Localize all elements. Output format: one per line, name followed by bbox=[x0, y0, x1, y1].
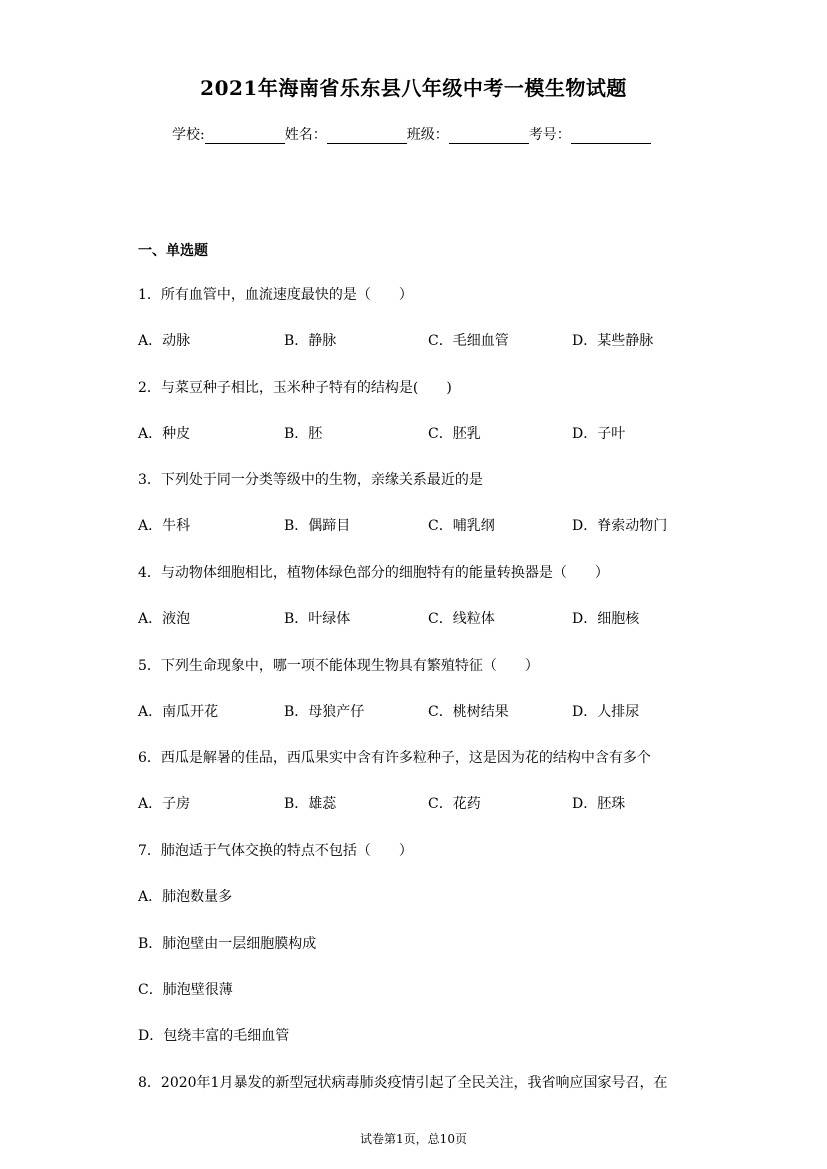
question-option: D．包绕丰富的毛细血管 bbox=[138, 1028, 290, 1044]
question-stem: 3．下列处于同一分类等级中的生物，亲缘关系最近的是 bbox=[138, 472, 483, 488]
question-option: B．叶绿体 bbox=[284, 611, 351, 627]
question-stem: 1．所有血管中，血流速度最快的是（ ） bbox=[138, 287, 413, 303]
question-option: B．雄蕊 bbox=[284, 796, 337, 812]
question-stem: 6．西瓜是解暑的佳品，西瓜果实中含有许多粒种子，这是因为花的结构中含有多个 bbox=[138, 750, 651, 766]
question-option: C．线粒体 bbox=[428, 611, 495, 627]
student-info-line bbox=[172, 124, 651, 144]
question-option: B．静脉 bbox=[284, 333, 337, 349]
question-stem: 2．与菜豆种子相比，玉米种子特有的结构是( ) bbox=[138, 380, 452, 396]
question-stem: 8．2020年1月暴发的新型冠状病毒肺炎疫情引起了全民关注，我省响应国家号召，在 bbox=[138, 1075, 668, 1091]
school-label: 学校: bbox=[172, 127, 205, 143]
page-footer: 试卷第1页，总10页 bbox=[360, 1132, 467, 1146]
question-option: A．南瓜开花 bbox=[138, 704, 219, 720]
question-option: D．胚珠 bbox=[572, 796, 626, 812]
question-option: B．胚 bbox=[284, 426, 323, 442]
name-blank bbox=[327, 129, 407, 144]
question-option: C．花药 bbox=[428, 796, 481, 812]
name-label: 姓名： bbox=[284, 127, 327, 143]
exam-no-blank bbox=[571, 129, 651, 144]
question-option: D．细胞核 bbox=[572, 611, 640, 627]
class-label: 班级： bbox=[406, 127, 449, 143]
class-blank bbox=[449, 129, 529, 144]
question-option: C．桃树结果 bbox=[428, 704, 509, 720]
school-blank bbox=[205, 129, 285, 144]
question-option: D．脊索动物门 bbox=[572, 518, 668, 534]
question-option: D．子叶 bbox=[572, 426, 626, 442]
question-option: D．某些静脉 bbox=[572, 333, 654, 349]
question-option: A．肺泡数量多 bbox=[138, 889, 233, 905]
question-option: A．动脉 bbox=[138, 333, 191, 349]
question-option: C．毛细血管 bbox=[428, 333, 509, 349]
question-option: A．子房 bbox=[138, 796, 191, 812]
question-option: A．种皮 bbox=[138, 426, 191, 442]
question-option: C．哺乳纲 bbox=[428, 518, 495, 534]
question-option: D．人排尿 bbox=[572, 704, 640, 720]
question-option: B．偶蹄目 bbox=[284, 518, 351, 534]
exam-no-label: 考号： bbox=[528, 127, 571, 143]
question-stem: 5．下列生命现象中，哪一项不能体现生物具有繁殖特征（ ） bbox=[138, 658, 539, 674]
question-stem: 4．与动物体细胞相比，植物体绿色部分的细胞特有的能量转换器是（ ） bbox=[138, 565, 609, 581]
question-stem: 7．肺泡适于气体交换的特点不包括（ ） bbox=[138, 843, 413, 859]
question-option: C．肺泡壁很薄 bbox=[138, 982, 233, 998]
question-option: A．液泡 bbox=[138, 611, 191, 627]
question-option: B．肺泡壁由一层细胞膜构成 bbox=[138, 936, 317, 952]
question-option: B．母狼产仔 bbox=[284, 704, 365, 720]
section-heading: 一、单选题 bbox=[138, 243, 208, 259]
question-option: A．牛科 bbox=[138, 518, 191, 534]
page-title: 2021年海南省乐东县八年级中考一模生物试题 bbox=[200, 76, 627, 100]
question-option: C．胚乳 bbox=[428, 426, 481, 442]
